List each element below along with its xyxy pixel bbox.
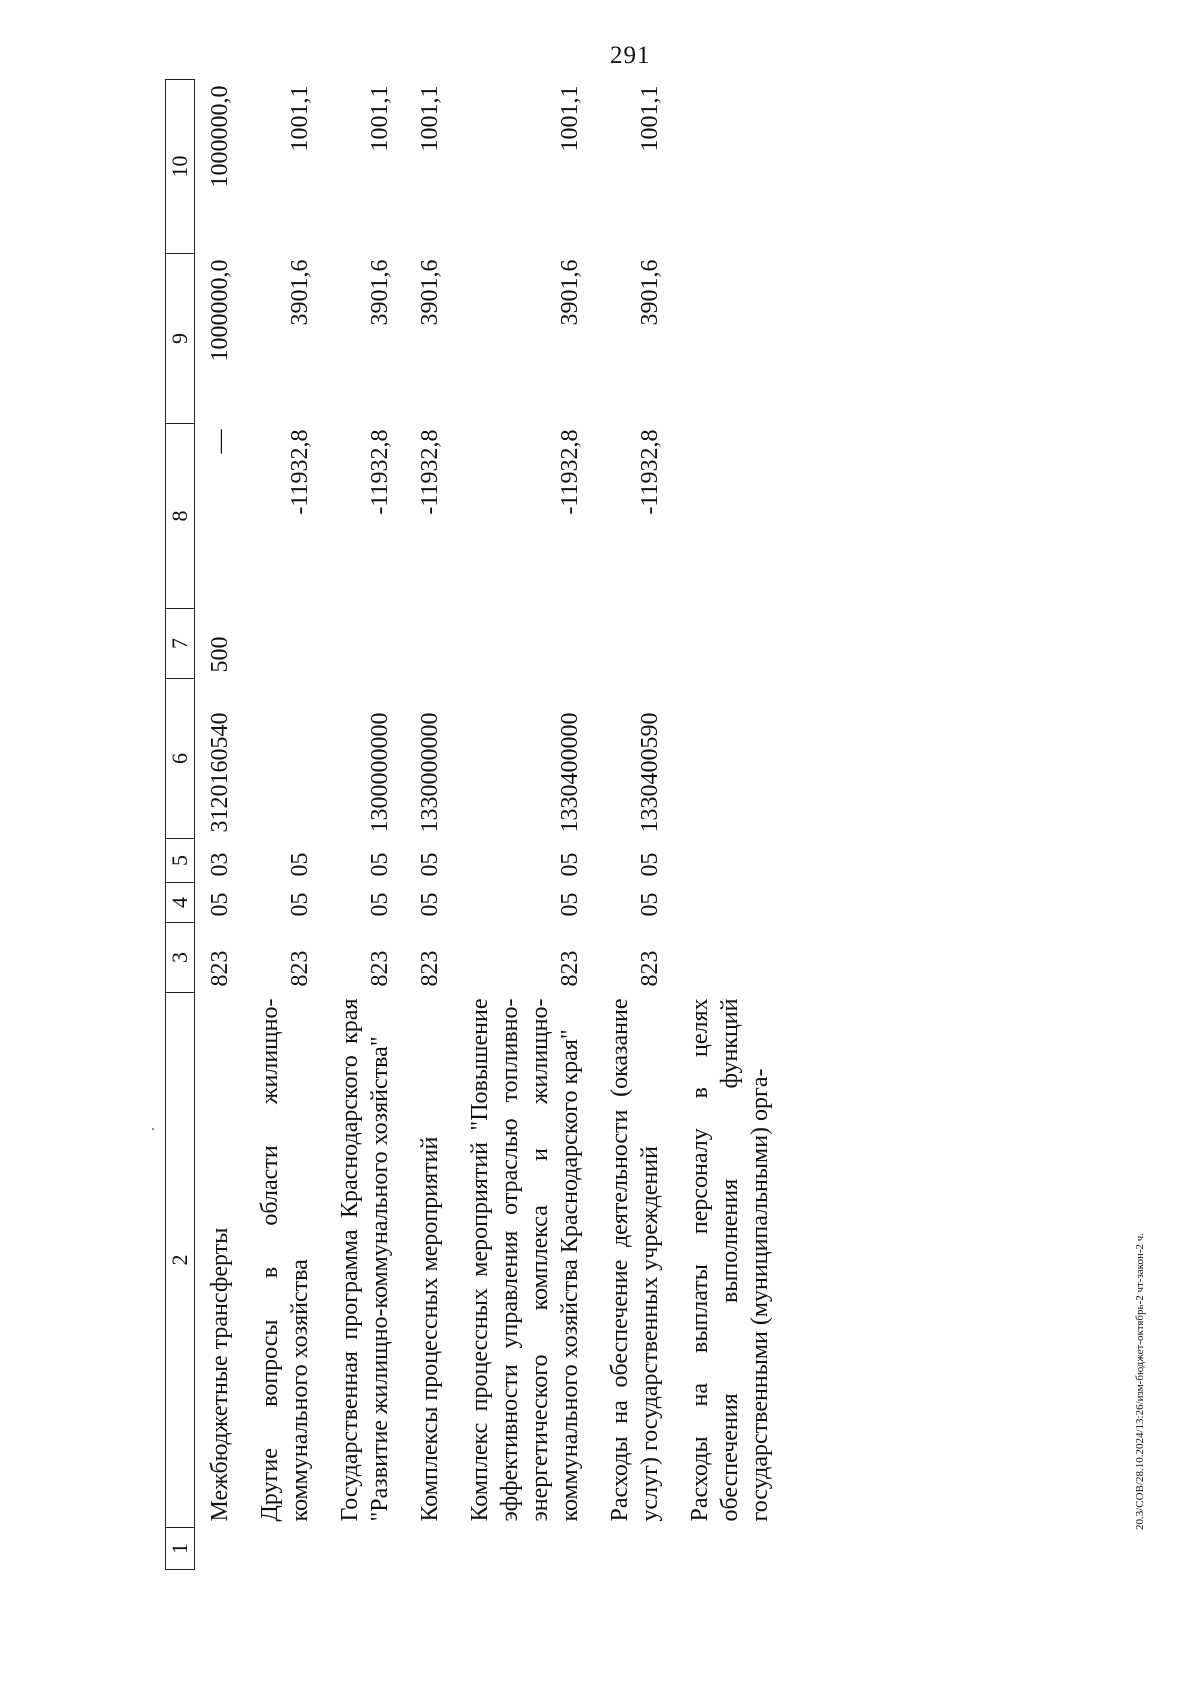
table-row xyxy=(245,80,325,1570)
row-sum-9: 3901,6 xyxy=(557,259,583,326)
row-sum-8: -11932,8 xyxy=(637,429,663,515)
header-col-1: 1 xyxy=(166,1528,195,1570)
row-sum-10: 1001,1 xyxy=(637,85,663,152)
header-col-4: 4 xyxy=(166,883,195,923)
row-vedomstvo: 823 xyxy=(557,950,583,987)
row-razdel: 05 xyxy=(637,892,663,917)
row-sum-8: — xyxy=(207,429,233,454)
row-vedomstvo: 823 xyxy=(207,950,233,987)
row-podrazdel: 05 xyxy=(417,852,443,877)
row-number xyxy=(325,1528,405,1570)
row-name: Межбюджетные трансферты xyxy=(207,1227,233,1522)
row-vr xyxy=(325,609,405,679)
row-vr xyxy=(675,609,785,679)
row-sum-8: -11932,8 xyxy=(287,429,313,515)
row-podrazdel: 05 xyxy=(557,852,583,877)
row-vr xyxy=(245,609,325,679)
header-col-3: 3 xyxy=(166,923,195,993)
row-razdel: 05 xyxy=(417,892,443,917)
row-csr: 1330000000 xyxy=(417,712,443,833)
row-number xyxy=(455,1528,595,1570)
table-row xyxy=(675,80,785,1570)
header-col-9: 9 xyxy=(166,254,195,424)
row-csr: 1330400000 xyxy=(557,712,583,833)
row-sum-9 xyxy=(675,254,785,424)
table-row xyxy=(405,80,455,1570)
row-razdel: 05 xyxy=(367,892,393,917)
row-podrazdel: 05 xyxy=(637,852,663,877)
row-sum-10 xyxy=(675,80,785,254)
header-col-6: 6 xyxy=(166,679,195,839)
row-sum-8 xyxy=(675,424,785,609)
row-razdel: 05 xyxy=(287,892,313,917)
row-sum-9: 1000000,0 xyxy=(207,259,233,362)
table-row xyxy=(195,80,246,1570)
row-vedomstvo: 823 xyxy=(287,950,313,987)
budget-table xyxy=(165,79,785,1570)
header-col-8: 8 xyxy=(166,424,195,609)
header-col-10: 10 xyxy=(166,80,195,254)
row-number xyxy=(675,1528,785,1570)
row-vedomstvo xyxy=(675,923,785,993)
row-sum-9: 3901,6 xyxy=(637,259,663,326)
row-razdel xyxy=(675,883,785,923)
row-number xyxy=(245,1528,325,1570)
row-name: Расходы на обеспечение деятельности (оказание услуг) государственных учреждений xyxy=(607,998,663,1522)
row-name: Расходы на выплаты персоналу в целях обеспечения выполнения функций государственными (муниципальными) орга- xyxy=(687,998,773,1522)
row-number xyxy=(195,1528,246,1570)
row-vr xyxy=(595,609,675,679)
row-name: Комплексы процессных мероприятий xyxy=(417,1136,443,1522)
row-razdel: 05 xyxy=(207,892,233,917)
row-vr: 500 xyxy=(207,636,233,673)
row-vr xyxy=(405,609,455,679)
row-name: Другие вопросы в области жилищно-коммунального хозяйства xyxy=(257,998,313,1522)
row-vr xyxy=(455,609,595,679)
header-col-5: 5 xyxy=(166,839,195,883)
row-sum-9: 3901,6 xyxy=(367,259,393,326)
table-header-row xyxy=(166,80,195,1570)
row-csr xyxy=(245,679,325,839)
row-sum-10: 1001,1 xyxy=(557,85,583,152)
row-csr: 3120160540 xyxy=(207,712,233,833)
row-number xyxy=(595,1528,675,1570)
table-row xyxy=(325,80,405,1570)
budget-table-rotated xyxy=(165,80,965,1570)
row-name: Комплекс процессных мероприятий "Повышение эффективности управления отраслью топливно-энергетического комплекса и жилищно-коммунального хозяйства Краснодарского края" xyxy=(467,998,583,1522)
row-sum-8: -11932,8 xyxy=(417,429,443,515)
row-podrazdel: 05 xyxy=(287,852,313,877)
row-name: Государственная программа Краснодарского края "Развитие жилищно-коммунального хозяйства" xyxy=(337,998,393,1522)
row-podrazdel: 05 xyxy=(367,852,393,877)
row-sum-10: 1001,1 xyxy=(367,85,393,152)
row-vedomstvo: 823 xyxy=(637,950,663,987)
row-sum-10: 1000000,0 xyxy=(207,85,233,188)
row-sum-8: -11932,8 xyxy=(367,429,393,515)
row-sum-10: 1001,1 xyxy=(417,85,443,152)
row-csr xyxy=(675,679,785,839)
row-podrazdel xyxy=(675,839,785,883)
row-vedomstvo: 823 xyxy=(417,950,443,987)
row-sum-9: 3901,6 xyxy=(417,259,443,326)
row-vedomstvo: 823 xyxy=(367,950,393,987)
row-csr: 1300000000 xyxy=(367,712,393,833)
header-col-2: 2 xyxy=(166,993,195,1528)
header-col-7: 7 xyxy=(166,609,195,679)
table-row xyxy=(455,80,595,1570)
page-number: 291 xyxy=(610,42,651,69)
row-sum-10: 1001,1 xyxy=(287,85,313,152)
row-podrazdel: 03 xyxy=(207,852,233,877)
row-csr: 1330400590 xyxy=(637,712,663,833)
row-sum-9: 3901,6 xyxy=(287,259,313,326)
scan-artifact-dot xyxy=(152,1128,154,1130)
table-row xyxy=(595,80,675,1570)
document-footer-code: 20.3/СОВ/28.10.2024/13:26/изм-бюджет-октябрь-2 чт-закон-2 ч. xyxy=(1134,1232,1146,1530)
row-razdel: 05 xyxy=(557,892,583,917)
row-sum-8: -11932,8 xyxy=(557,429,583,515)
row-number xyxy=(405,1528,455,1570)
